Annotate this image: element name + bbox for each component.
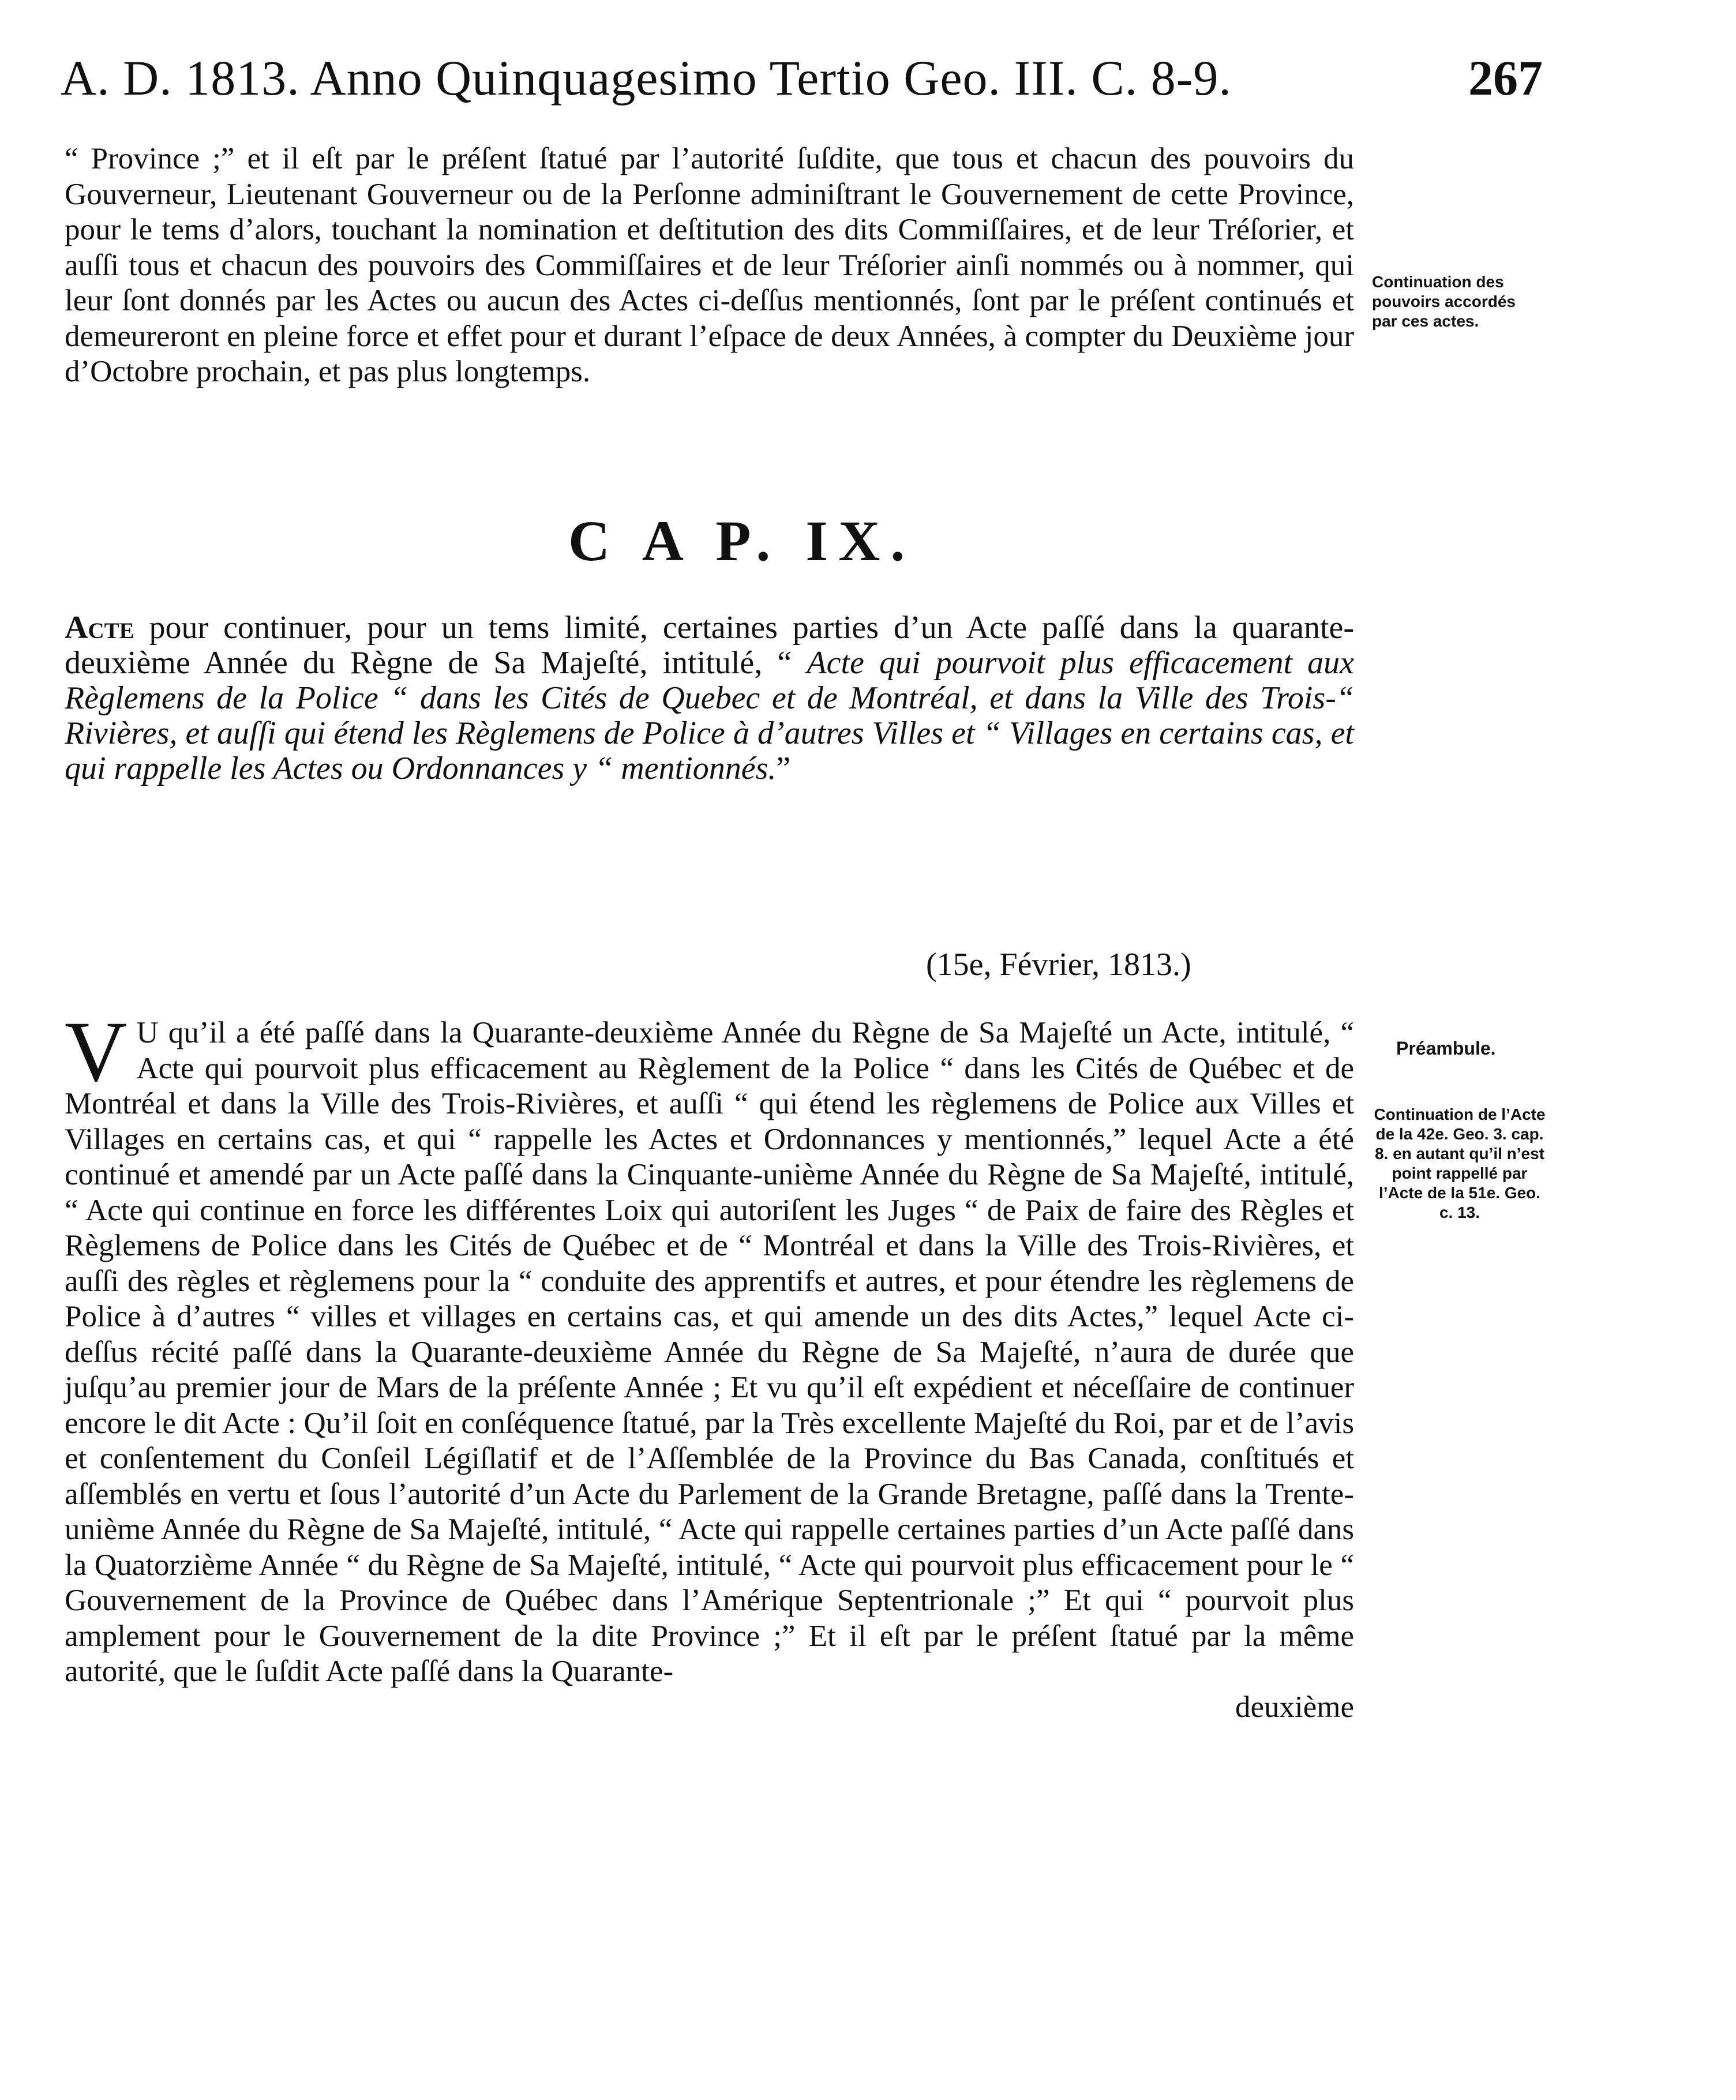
continuation-paragraph-text: “ Province ;” et il eſt par le préſent ſtatué par l’autorité ſuſdite, que tous et chacun des pouvoirs du Gouverneur, Lieutenant Gouverneur ou de la Perſonne adminiſtrant le Gouvernement de cette Province, pour le tems d’alors, touchant la nomination et deſtitution des dits Commiſſaires, et de leur Tréſorier, et auſſi tous et chacun des pouvoirs des Commiſſaires et de leur Tréſorier ainſi nommés ou à nommer, qui leur ſont donnés par les Actes ou aucun des Actes ci-deſſus mentionnés, ſont par le préſent continués et demeureront en pleine force et effet pour et durant l’eſpace de deux Années, à compter du Deuxième jour d’Octobre prochain, et pas plus longtemps. (65, 142, 1354, 388)
chapter-heading: C A P. IX. (568, 509, 916, 573)
act-date: (15e, Février, 1813.) (926, 947, 1191, 982)
running-head: A. D. 1813. Anno Quinquagesimo Tertio Geo. III. C. 8-9. (61, 50, 1232, 106)
page-number: 267 (1468, 50, 1543, 106)
act-title-closing: ” (776, 751, 791, 786)
preamble (65, 1004, 1354, 1724)
catchword: deuxième (1235, 1690, 1354, 1724)
drop-cap: V (65, 1004, 128, 1100)
act-title (65, 610, 1354, 786)
act-title-italic: Acte qui pourvoit plus efficacement aux Règlemens de la Police “ dans les Cités de Quebec et de Montréal, et dans la Ville des Trois-“ Rivières, et auſſi qui étend les Règlemens de Police à d’autres Villes et “ Villages en certains cas, et qui rappelle les Actes ou Ordonnances y “ mentionnés. (65, 645, 1355, 786)
margin-note-continuation: Continuation des pouvoirs accordés par ces actes. (1372, 273, 1516, 330)
margin-note-preamble: Préambule. (1396, 1038, 1496, 1059)
act-title-roman: pour continuer, pour un tems limité, certaines parties d’un Acte paſſé dans la quarante-deuxième Année du Règne de Sa Majeſté, intitulé, “ (65, 610, 1355, 681)
margin-note-continuation-act: Continuation de l’Acte de la 42e. Geo. 3. cap. 8. en autant qu’il n’est point rappellé par l’Acte de la 51e. Geo. c. 13. (1374, 1105, 1546, 1221)
act-title-lead-word: Acte (65, 610, 134, 646)
preamble-text: U qu’il a été paſſé dans la Quarante-deuxième Année du Règne de Sa Majeſté un Acte, intitulé, “ Acte qui pourvoit plus efficacement au Règlement de la Police “ dans les Cités de Québec et de Montréal et dans la Ville des Trois-Rivières, et auſſi “ qui étend les règlemens de Police aux Villes et Villages en certains cas, et qui “ rappelle les Actes et Ordonnances y mentionnés,” lequel Acte a été continué et amendé par un Acte paſſé dans la Cinquante-unième Année du Règne de Sa Majeſté, intitulé, “ Acte qui continue en force les différentes Loix qui autoriſent les Juges “ de Paix de faire des Règles et Règlemens de Police dans les Cités de Québec et de “ Montréal et dans la Ville des Trois-Rivières, et auſſi des règles et règlemens pour la “ conduite des apprentifs et autres, et pour étendre les règlemens de Police à d’autres “ villes et villages en certains cas, et qui amende un des dits Actes,” lequel Acte ci-deſſus récité paſſé dans la Quarante-deuxième Année du Règne de Sa Majeſté, n’aura de durée que juſqu’au premier jour de Mars de la préſente Année ; Et vu qu’il eſt expédient et néceſſaire de continuer encore le dit Acte : Qu’il ſoit en conſéquence ſtatué, par la Très excellente Majeſté du Roi, par et de l’avis et conſentement du Conſeil Légiſlatif et de l’Aſſemblée de la Province du Bas Canada, conſtitués et aſſemblés en vertu et ſous l’autorité d’un Acte du Parlement de la Grande Bretagne, paſſé dans la Trente-unième Année du Règne de Sa Majeſté, intitulé, “ Acte qui rappelle certaines parties d’un Acte paſſé dans la Quatorzième Année “ du Règne de Sa Majeſté, intitulé, “ Acte qui pourvoit plus efficacement pour le “ Gouvernement de la Province de Québec dans l’Amérique Septentrionale ;” Et qui “ pourvoit plus amplement pour le Gouvernement de la dite Province ;” Et il eſt par le préſent ſtatué par la même autorité, que le ſuſdit Acte paſſé dans la Quarante- (65, 1016, 1354, 1688)
continuation-paragraph (65, 141, 1354, 390)
